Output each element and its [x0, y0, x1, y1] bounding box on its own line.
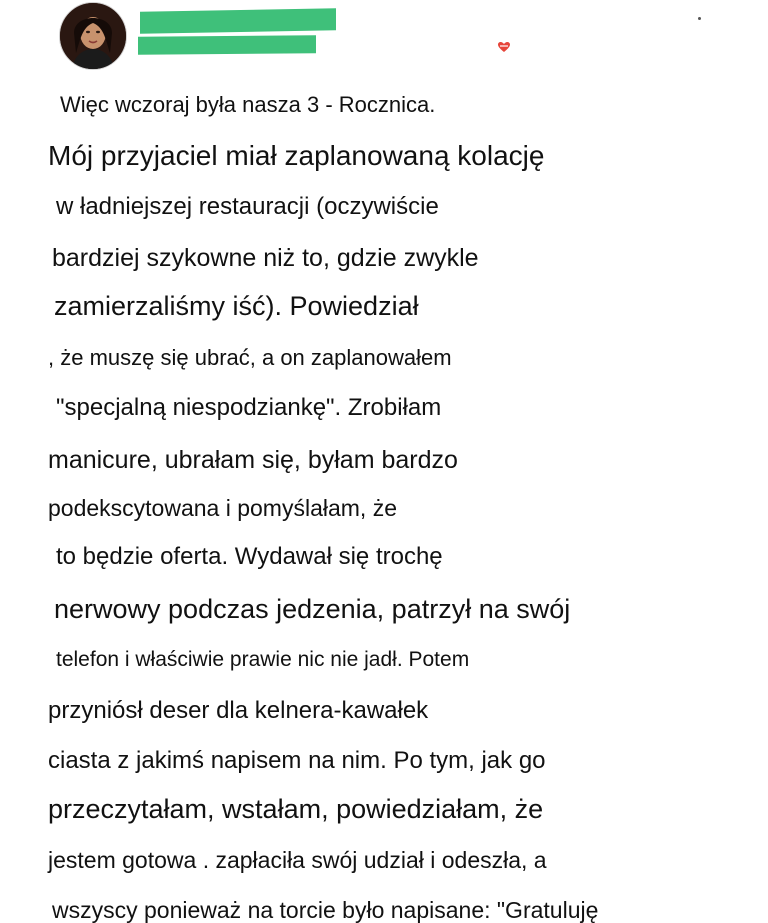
post-text-line: wszyscy ponieważ na torcie było napisane: "Gratuluję	[52, 897, 599, 923]
post-text-line: przyniósł deser dla kelnera-kawałek	[48, 697, 429, 724]
post-text-line: to będzie oferta. Wydawał się trochę	[56, 543, 443, 570]
post-text-line: bardziej szykowne niż to, gdzie zwykle	[52, 244, 479, 272]
post-text-line: Mój przyjaciel miał zaplanowaną kolację	[48, 140, 545, 171]
post-text-line: manicure, ubrałam się, byłam bardzo	[48, 446, 458, 474]
post-text-line: zamierzaliśmy iść). Powiedział	[54, 291, 419, 321]
reaction-icon[interactable]	[497, 41, 511, 53]
decorative-dot	[698, 17, 701, 20]
avatar-image	[60, 3, 126, 69]
post-text-line: Więc wczoraj była nasza 3 - Rocznica.	[60, 92, 436, 117]
author-name-redaction	[140, 8, 336, 33]
author-subtitle-redaction	[138, 35, 316, 55]
post-text-line: "specjalną niespodziankę". Zrobiłam	[56, 394, 442, 421]
post-text-line: telefon i właściwie prawie nic nie jadł. Potem	[56, 648, 470, 671]
post-text-line: ciasta z jakimś napisem na nim. Po tym, jak go	[48, 747, 546, 774]
post-text-line: jestem gotowa . zapłaciła swój udział i odeszła, a	[48, 847, 547, 873]
post-text-line: , że muszę się ubrać, a on zaplanowałem	[48, 345, 452, 370]
post-text-line: podekscytowana i pomyślałam, że	[48, 495, 397, 521]
post-text-line: w ładniejszej restauracji (oczywiście	[56, 193, 439, 220]
post-text-line: przeczytałam, wstałam, powiedziałam, że	[48, 794, 544, 824]
avatar[interactable]	[59, 2, 127, 70]
post-header	[0, 0, 768, 80]
post-text-line: nerwowy podczas jedzenia, patrzył na swój	[54, 594, 571, 624]
